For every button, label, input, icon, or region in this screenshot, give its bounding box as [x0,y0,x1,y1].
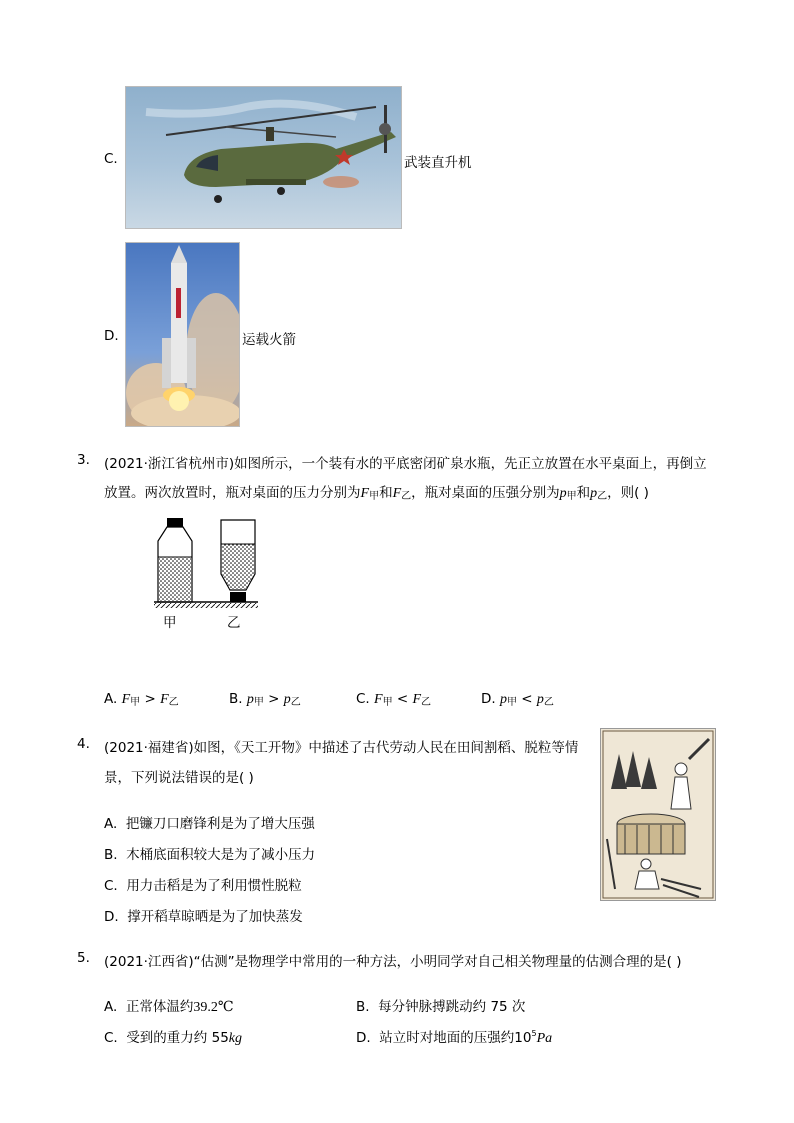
q3-line2-text-a: 放置。两次放置时，瓶对桌面的压力分别为 [104,485,361,501]
q4-line1: (2021·福建省)如图，《天工开物》中描述了古代劳动人民在田间割稻、脱粒等情 [104,740,579,756]
tiangong-kaiwu-image [600,728,716,901]
helicopter-image [125,86,402,229]
q5-option-d-text: 站立时对地面的压强约10 [379,1030,532,1046]
q3-option-d-left-sub: 甲 [506,697,517,708]
option-c-letter: C. [104,151,118,167]
q5-option-c-unit: kg [228,1031,243,1046]
q3-option-d-operator: < [516,691,537,707]
q4-option-a-text: 把镰刀口磨锋利是为了增大压强 [125,816,315,832]
q3-option-a-symbol: F [121,692,131,707]
table-hatching [154,603,258,608]
option-d-letter: D. [104,328,119,344]
q4-option-b-letter: B. [104,847,118,863]
q3-option-a-letter: A. [104,691,118,707]
q5-option-a-letter: A. [104,999,118,1015]
q3-option-b-letter: B. [229,691,243,707]
q4-line2: 景，下列说法错误的是( ) [104,770,254,786]
q5-option-c-letter: C. [104,1030,118,1046]
q3-f-symbol-2: F [392,486,402,501]
q3-option-c-operator: < [392,691,413,707]
figure-label-yi: 乙 [227,615,241,631]
q3-line2-text-e: ，则( ) [607,485,649,501]
q5-option-d-unit: Pa [536,1031,553,1046]
q4-option-b-text: 木桶底面积较大是为了减小压力 [126,847,316,863]
q3-option-c-letter: C. [356,691,370,707]
q4-option-b[interactable] [104,843,315,863]
q3-option-b[interactable] [229,691,301,708]
q3-line2-text-d: 和 [576,485,591,501]
q3-option-d-symbol-2: p [536,692,544,707]
q3-option-d-right-sub: 乙 [543,697,554,708]
q3-option-c-right-sub: 乙 [421,697,432,708]
q3-option-a-right-sub: 乙 [168,697,179,708]
q3-option-b-symbol: p [246,692,254,707]
q3-p-symbol-2: p [590,486,598,501]
q4-option-a[interactable] [104,812,315,832]
q3-p-symbol: p [559,486,567,501]
q5-option-d-exponent: 5 [531,1029,537,1038]
q3-f-symbol: F [360,486,370,501]
q5-option-b-text: 每分钟脉搏跳动约 75 次 [378,999,526,1015]
q3-option-a-symbol-2: F [160,692,169,707]
q5-line1: (2021·江西省)“估测”是物理学中常用的一种方法，小明同学对自己相关物理量的估测合理的是( ) [104,954,682,970]
option-c-label: 武装直升机 [404,155,472,171]
woodcut-illustration [601,729,715,900]
q4-option-d-text: 撑开稻草晾晒是为了加快蒸发 [127,909,303,925]
q5-option-c[interactable] [104,1026,242,1047]
q3-number: 3. [77,452,90,468]
q3-option-b-operator: > [263,691,284,707]
q4-option-d-letter: D. [104,909,119,925]
figure-label-jia: 甲 [163,615,177,631]
bottle-upright [158,518,192,602]
q4-option-c-text: 用力击稻是为了利用惯性脱粒 [126,878,302,894]
q5-option-b[interactable] [356,995,525,1015]
q5-option-a[interactable] [104,995,234,1016]
q3-option-c[interactable] [356,691,431,708]
q4-option-d[interactable] [104,905,303,925]
q3-option-c-symbol-2: F [412,692,422,707]
q3-yi-sub: 乙 [401,491,412,502]
q3-yi-sub-2: 乙 [597,491,608,502]
q3-option-a-left-sub: 甲 [130,697,141,708]
q3-jia-sub: 甲 [369,491,380,502]
q3-option-c-symbol: F [374,692,383,707]
q4-option-c[interactable] [104,874,302,894]
q3-option-a[interactable] [104,691,179,708]
q3-option-d[interactable] [481,691,554,708]
q3-line1: (2021·浙江省杭州市)如图所示，一个装有水的平底密闭矿泉水瓶，先正立放置在水平桌面上，再倒立 [104,456,707,472]
q5-option-d[interactable] [356,1026,552,1047]
q3-line2-text-c: ，瓶对桌面的压强分别为 [411,485,560,501]
q3-option-b-left-sub: 甲 [253,697,264,708]
q3-line2 [104,481,649,502]
q3-option-d-symbol: p [499,692,507,707]
q3-option-a-operator: > [140,691,161,707]
rocket-image [125,242,240,427]
option-d-label: 运载火箭 [242,332,296,348]
rocket-illustration [126,243,239,426]
q5-option-d-letter: D. [356,1030,371,1046]
q3-option-b-right-sub: 乙 [290,697,301,708]
q5-option-a-text: 正常体温约 [125,999,194,1015]
bottle-inverted [221,520,255,602]
q5-option-b-letter: B. [356,999,370,1015]
bottle-figure [150,514,262,610]
q3-option-b-symbol-2: p [283,692,291,707]
helicopter-illustration [126,87,401,228]
q3-jia-sub-2: 甲 [566,491,577,502]
q5-option-a-value: 39.2℃ [193,1000,234,1015]
q3-option-d-letter: D. [481,691,496,707]
q3-line2-text-b: 和 [379,485,393,501]
q4-option-a-letter: A. [104,816,118,832]
q4-option-c-letter: C. [104,878,118,894]
q5-option-c-text: 受到的重力约 55 [126,1030,229,1046]
q3-option-c-left-sub: 甲 [382,697,393,708]
q4-number: 4. [77,736,90,752]
q5-number: 5. [77,950,90,966]
